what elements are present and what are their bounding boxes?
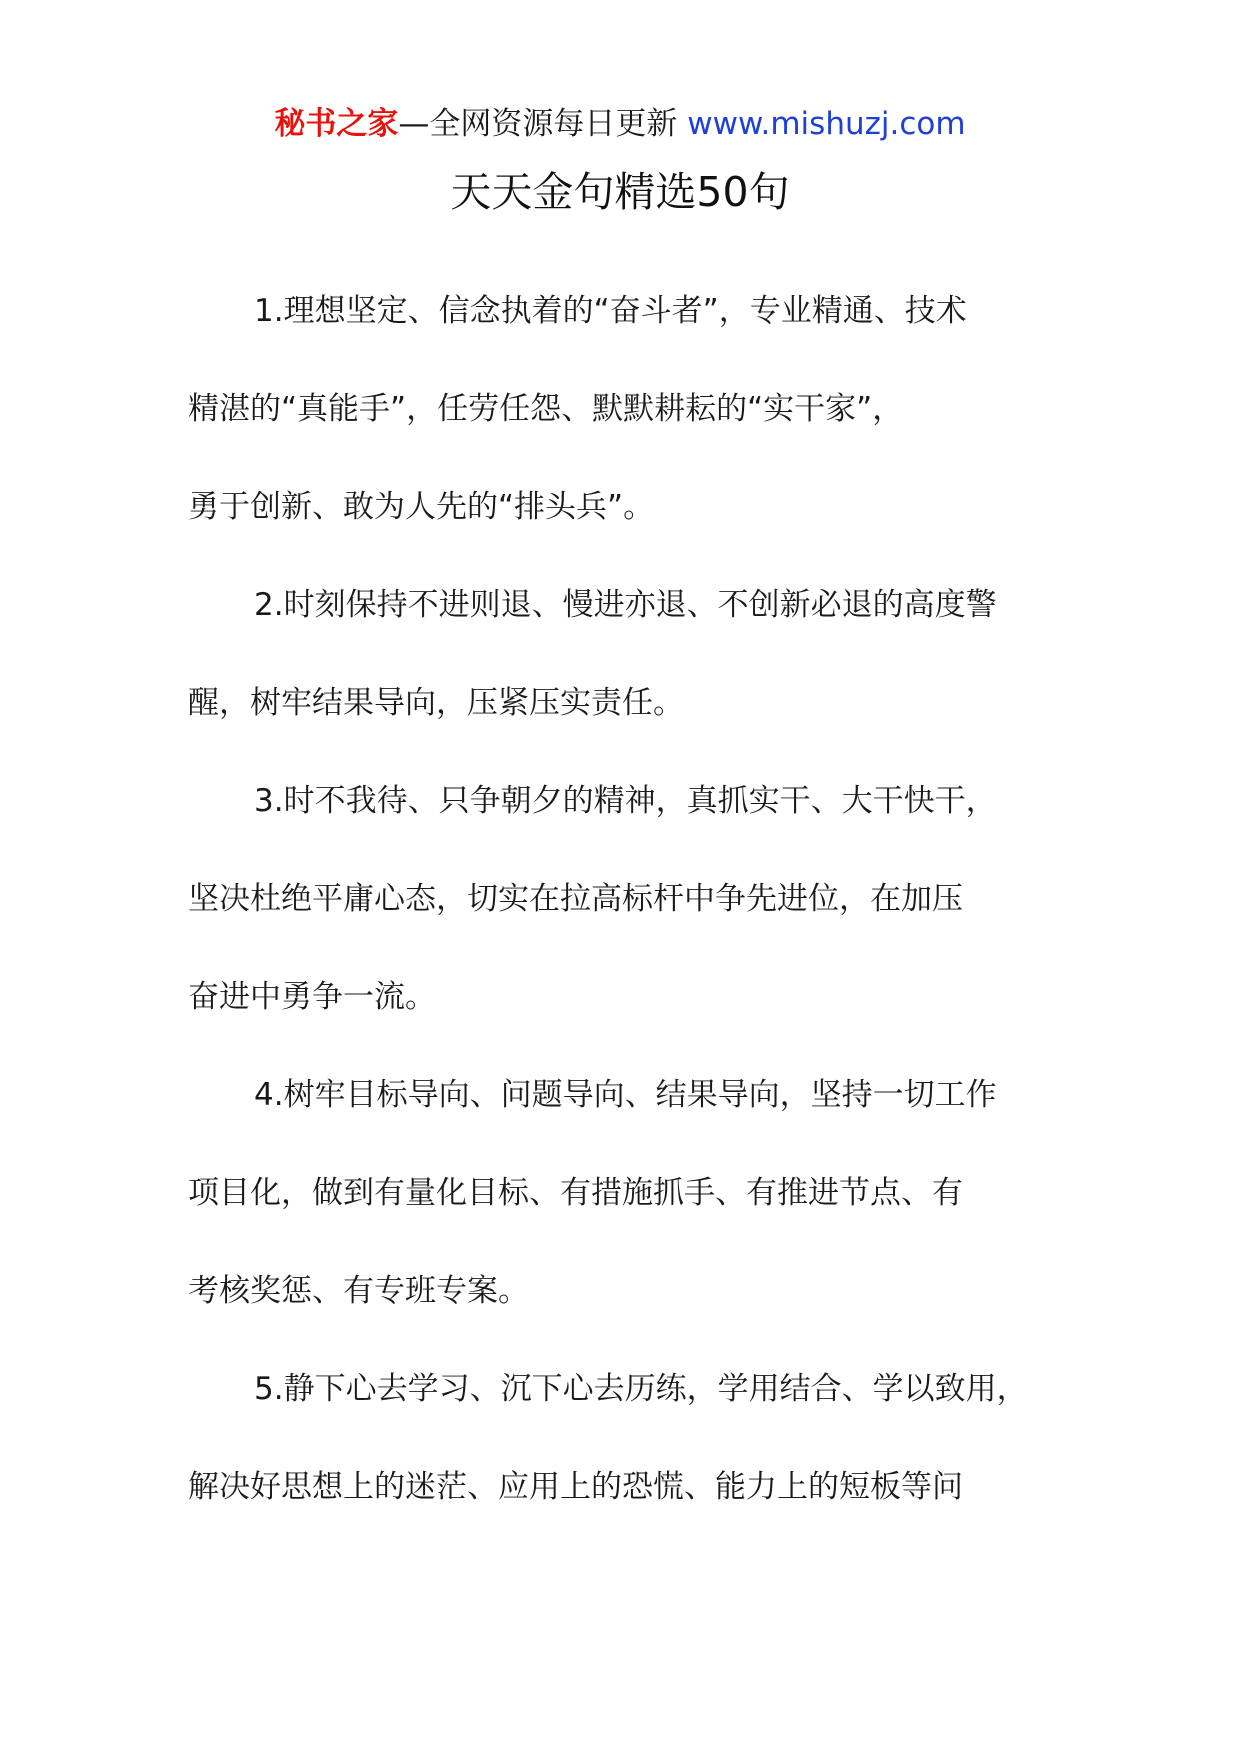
- paragraph-2: [188, 556, 1068, 752]
- paragraph-line: 项目化，做到有量化目标、有措施抓手、有推进节点、有: [188, 1175, 963, 1211]
- paragraph-line: 4.树牢目标导向、问题导向、结果导向，坚持一切工作: [254, 1077, 997, 1113]
- paragraph-line: 2.时刻保持不进则退、慢进亦退、不创新必退的高度警: [254, 587, 997, 623]
- paragraph-line: 坚决杜绝平庸心态，切实在拉高标杆中争先进位，在加压: [188, 881, 963, 917]
- paragraph-3: [188, 752, 1068, 1046]
- paragraph-1: [188, 262, 1068, 556]
- paragraph-line: 奋进中勇争一流。: [188, 979, 436, 1015]
- document-title: 天天金句精选50句: [450, 168, 790, 216]
- paragraph-line: 解决好思想上的迷茫、应用上的恐慌、能力上的短板等问: [188, 1469, 963, 1505]
- site-header: [0, 100, 1240, 148]
- paragraph-line: 1.理想坚定、信念执着的“奋斗者”，专业精通、技术: [254, 293, 967, 329]
- site-url-link[interactable]: www.mishuzj.com: [687, 106, 966, 142]
- header-tagline: —全网资源每日更新: [398, 106, 688, 142]
- paragraph-4: [188, 1046, 1068, 1340]
- paragraph-line: 3.时不我待、只争朝夕的精神，真抓实干、大干快干，: [254, 783, 997, 819]
- paragraph-line: 醒，树牢结果导向，压紧压实责任。: [188, 685, 684, 721]
- paragraph-line: 5.静下心去学习、沉下心去历练，学用结合、学以致用，: [254, 1371, 1028, 1407]
- paragraph-line: 精湛的“真能手”，任劳任怨、默默耕耘的“实干家”，: [188, 391, 904, 427]
- brand-name: 秘书之家: [274, 106, 399, 142]
- paragraph-line: 考核奖惩、有专班专案。: [188, 1273, 529, 1309]
- paragraph-line: 勇于创新、敢为人先的“排头兵”。: [188, 489, 655, 525]
- document-body: [188, 262, 1068, 1536]
- paragraph-5: [188, 1340, 1068, 1536]
